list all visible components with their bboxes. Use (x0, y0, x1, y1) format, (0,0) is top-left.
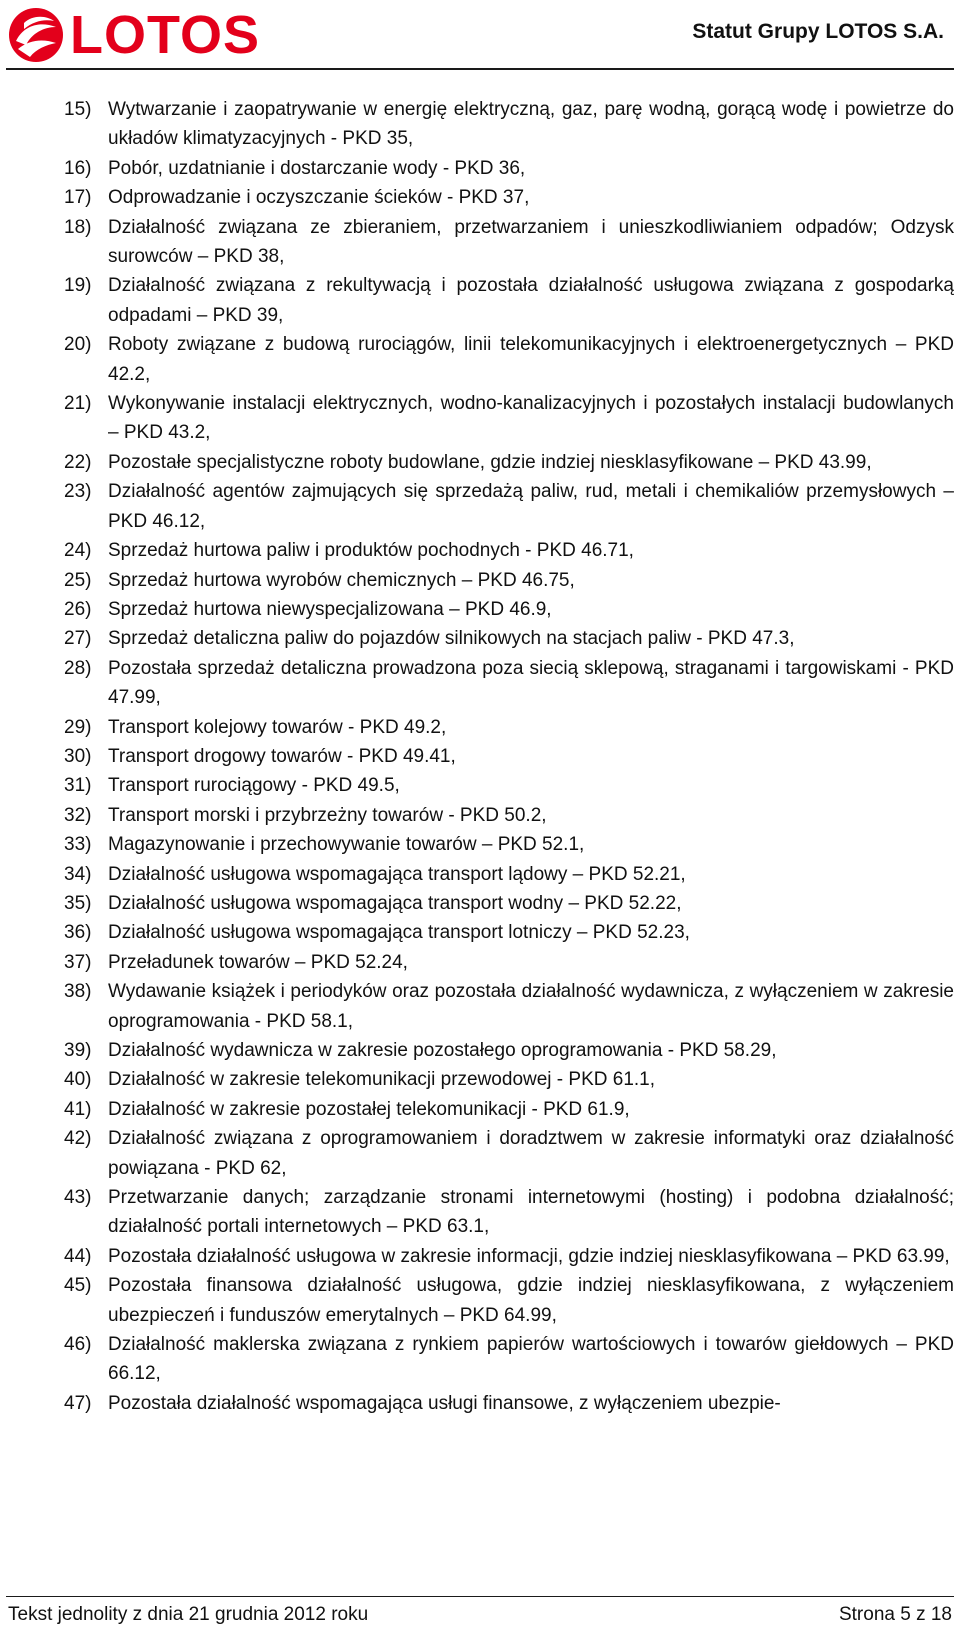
list-item-number: 36) (64, 922, 92, 944)
list-item (64, 1124, 954, 1183)
list-item (64, 566, 954, 595)
list-item-number: 40) (64, 1069, 92, 1091)
list-item-text: Wydawanie książek i periodyków oraz pozostała działalność wydawnicza, z wyłączeniem w zakresie oprogramowania - PKD 58.1, (108, 981, 954, 1032)
list-item (64, 918, 954, 947)
list-item-text: Pobór, uzdatnianie i dostarczanie wody - PKD 36, (108, 157, 526, 179)
list-item (64, 1095, 954, 1124)
list-item-number: 46) (64, 1334, 92, 1356)
list-item-text: Działalność w zakresie telekomunikacji przewodowej - PKD 61.1, (108, 1069, 656, 1091)
list-item-number: 23) (64, 481, 92, 503)
list-item-number: 27) (64, 628, 92, 650)
page-header (0, 0, 960, 72)
list-item-number: 16) (64, 157, 92, 179)
list-item-text: Roboty związane z budową rurociągów, linii telekomunikacyjnych i elektroenergetycznych – PKD 42.2, (108, 334, 954, 385)
list-item-number: 37) (64, 951, 92, 973)
list-item-text: Wytwarzanie i zaopatrywanie w energię elektryczną, gaz, parę wodną, gorącą wodę i powietrze do układów klimatyzacyjnych - PKD 35, (108, 99, 954, 150)
list-item-text: Działalność związana z rekultywacją i pozostała działalność usługowa związana z gospodarką odpadami – PKD 39, (108, 275, 954, 326)
list-item (64, 742, 954, 771)
list-item (64, 948, 954, 977)
list-item-number: 47) (64, 1392, 92, 1414)
list-item-text: Działalność usługowa wspomagająca transport wodny – PKD 52.22, (108, 892, 682, 914)
list-item-number: 35) (64, 892, 92, 914)
list-item-number: 24) (64, 540, 92, 562)
list-item-text: Wykonywanie instalacji elektrycznych, wodno-kanalizacyjnych i pozostałych instalacji budowlanych – PKD 43.2, (108, 393, 954, 444)
header-divider (6, 68, 954, 70)
list-item (64, 1183, 954, 1242)
list-item (64, 713, 954, 742)
list-item-text: Działalność wydawnicza w zakresie pozostałego oprogramowania - PKD 58.29, (108, 1040, 777, 1061)
list-item-number: 32) (64, 804, 92, 826)
list-item-number: 22) (64, 451, 92, 473)
list-item-number: 28) (64, 657, 92, 679)
list-item-text: Transport kolejowy towarów - PKD 49.2, (108, 716, 447, 738)
list-item (64, 1036, 954, 1065)
lotos-logo-icon (6, 5, 66, 65)
list-item-text: Sprzedaż hurtowa niewyspecjalizowana – PKD 46.9, (108, 598, 552, 620)
list-item (64, 1065, 954, 1094)
list-item-number: 33) (64, 834, 92, 856)
list-item (64, 889, 954, 918)
list-item-text: Działalność usługowa wspomagająca transport lądowy – PKD 52.21, (108, 863, 686, 885)
list-item-text: Działalność agentów zajmujących się sprzedażą paliw, rud, metali i chemikaliów przemysłowych – PKD 46.12, (108, 481, 954, 532)
list-item (64, 1389, 954, 1418)
list-item-text: Działalność usługowa wspomagająca transport lotniczy – PKD 52.23, (108, 922, 690, 944)
list-item-text: Pozostała działalność wspomagająca usługi finansowe, z wyłączeniem ubezpie- (108, 1392, 781, 1414)
list-item (64, 830, 954, 859)
list-item-text: Pozostałe specjalistyczne roboty budowlane, gdzie indziej niesklasyfikowane – PKD 43.99, (108, 451, 872, 473)
list-item-text: Działalność związana ze zbieraniem, przetwarzaniem i unieszkodliwianiem odpadów; Odzysk surowców – PKD 38, (108, 216, 954, 268)
list-item-number: 19) (64, 275, 92, 297)
list-item-number: 21) (64, 393, 92, 415)
list-item-text: Działalność w zakresie pozostałej telekomunikacji - PKD 61.9, (108, 1098, 630, 1120)
list-item-text: Działalność związana z oprogramowaniem i doradztwem w zakresie informatyki oraz działalność powiązana - PKD 62, (108, 1128, 954, 1179)
list-item-text: Sprzedaż hurtowa paliw i produktów pochodnych - PKD 46.71, (108, 540, 634, 562)
list-item (64, 213, 954, 272)
list-item-number: 26) (64, 598, 92, 620)
list-item-number: 30) (64, 745, 92, 767)
list-item (64, 389, 954, 448)
list-item (64, 536, 954, 565)
list-item-number: 38) (64, 981, 92, 1003)
list-item-text: Działalność maklerska związana z rynkiem papierów wartościowych i towarów giełdowych – PKD 66.12, (108, 1334, 954, 1385)
list-item-number: 25) (64, 569, 92, 591)
logo-wordmark: LOTOS (70, 5, 261, 65)
list-item (64, 977, 954, 1036)
footer-divider (6, 1596, 954, 1597)
list-item-text: Magazynowanie i przechowywanie towarów – PKD 52.1, (108, 834, 585, 856)
list-item-text: Przetwarzanie danych; zarządzanie stronami internetowymi (hosting) i podobna działalność; działalność portali internetowych – PKD 63.1, (108, 1187, 954, 1238)
document-title: Statut Grupy LOTOS S.A. (692, 20, 944, 43)
activity-list (64, 95, 954, 1418)
list-item-number: 43) (64, 1187, 92, 1209)
list-item (64, 654, 954, 713)
list-item (64, 154, 954, 183)
list-item-text: Pozostała finansowa działalność usługowa, gdzie indziej niesklasyfikowana, z wyłączeniem ubezpieczeń i funduszów emerytalnych – PKD 64.99, (108, 1275, 954, 1326)
list-item-number: 17) (64, 187, 92, 209)
list-item (64, 1242, 954, 1271)
list-item (64, 1271, 954, 1330)
list-item-text: Transport rurociągowy - PKD 49.5, (108, 775, 400, 797)
list-item-number: 44) (64, 1245, 92, 1267)
list-item-text: Przeładunek towarów – PKD 52.24, (108, 951, 408, 973)
list-item (64, 624, 954, 653)
list-item-number: 34) (64, 863, 92, 885)
list-item-number: 45) (64, 1275, 92, 1297)
list-item-text: Transport drogowy towarów - PKD 49.41, (108, 745, 456, 767)
list-item (64, 860, 954, 889)
list-item-text: Odprowadzanie i oczyszczanie ścieków - PKD 37, (108, 187, 530, 209)
list-item (64, 595, 954, 624)
list-item-number: 41) (64, 1098, 92, 1120)
list-item (64, 183, 954, 212)
list-item-text: Sprzedaż detaliczna paliw do pojazdów silnikowych na stacjach paliw - PKD 47.3, (108, 628, 795, 650)
list-item (64, 271, 954, 330)
list-item-number: 15) (64, 99, 92, 120)
list-item-number: 42) (64, 1128, 92, 1150)
list-item (64, 771, 954, 800)
footer-date: Tekst jednolity z dnia 21 grudnia 2012 roku (8, 1604, 369, 1625)
list-item-number: 18) (64, 216, 92, 238)
list-item-text: Pozostała działalność usługowa w zakresie informacji, gdzie indziej niesklasyfikowana – PKD 63.99, (108, 1245, 950, 1267)
list-item (64, 477, 954, 536)
list-item-number: 39) (64, 1040, 92, 1061)
page-number: Strona 5 z 18 (838, 1604, 952, 1625)
list-item-number: 20) (64, 334, 92, 356)
list-item-text: Sprzedaż hurtowa wyrobów chemicznych – PKD 46.75, (108, 569, 575, 591)
list-item (64, 95, 954, 154)
list-item (64, 330, 954, 389)
list-item-number: 31) (64, 775, 92, 797)
list-item-number: 29) (64, 716, 92, 738)
list-item-text: Transport morski i przybrzeżny towarów - PKD 50.2, (108, 804, 547, 826)
lotos-logo (6, 4, 260, 66)
list-item (64, 1330, 954, 1389)
list-item (64, 448, 954, 477)
list-item-text: Pozostała sprzedaż detaliczna prowadzona poza siecią sklepową, straganami i targowiskami - PKD 47.99, (108, 657, 954, 709)
list-item (64, 801, 954, 830)
